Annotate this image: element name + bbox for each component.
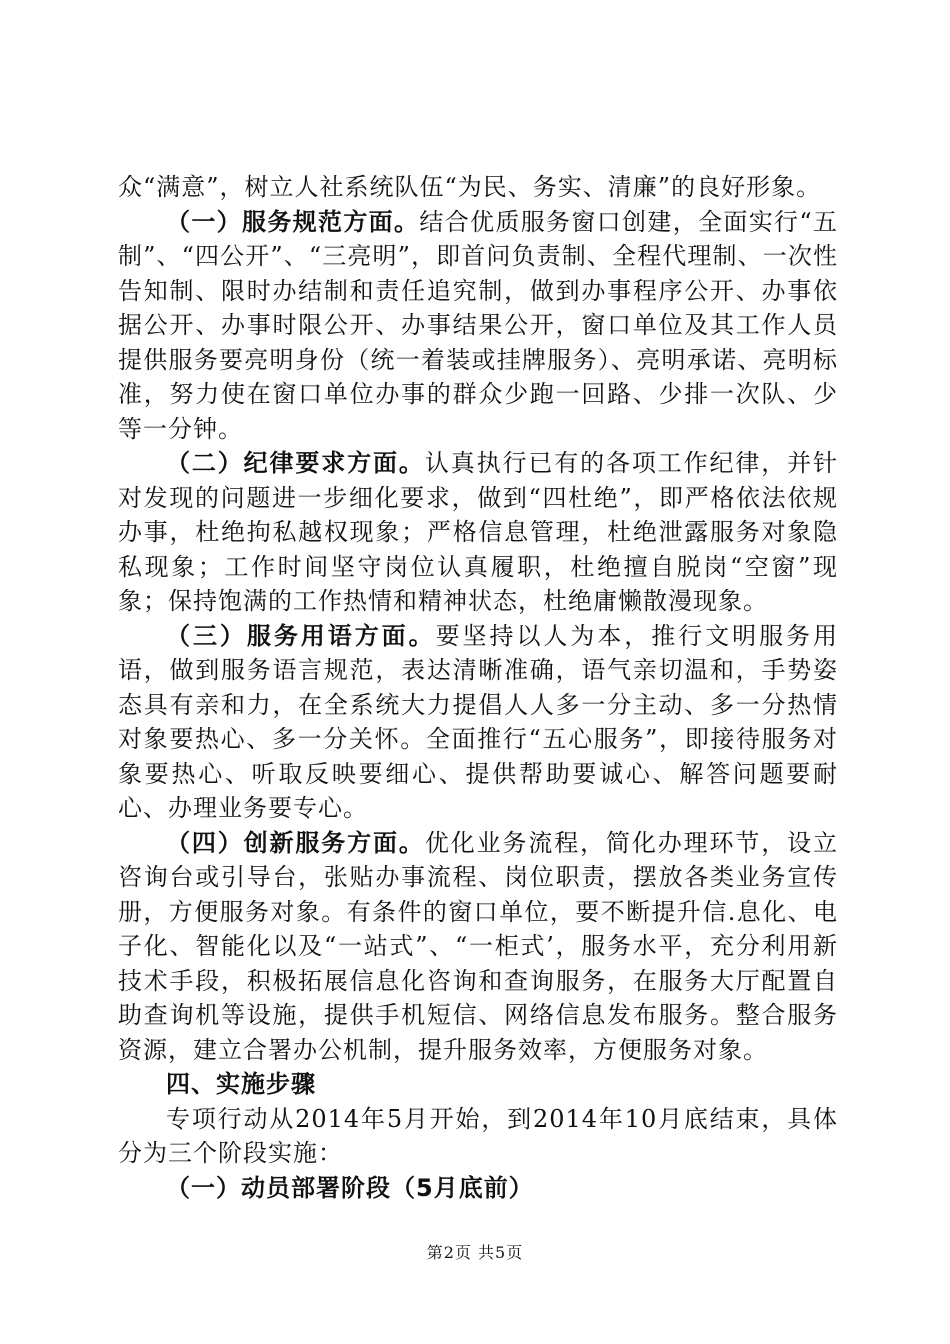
section-service-standards: [118, 205, 838, 447]
page-number-footer: 第2页 共5页: [426, 1243, 524, 1262]
section-heading: （二）纪律要求方面。: [166, 449, 425, 477]
section-service-language: [118, 619, 838, 826]
section-heading: （四）创新服务方面。: [166, 828, 425, 857]
section-body: 认真执行已有的各项工作纪律，并针对发现的问题进一步细化要求，做到“四杜绝”，即严格依法依规办事，杜绝拘私越权现象；严格信息管理，杜绝泄露服务对象隐私现象；工作时间坚守岗位认真履职，杜绝擅自脱岗“空窗”现象；保持饱满的工作热情和精神状态，杜绝庸懒散漫现象。: [118, 449, 839, 615]
part-heading: 四、实施步骤: [166, 1070, 316, 1098]
section-body: 优化业务流程，简化办理环节，设立咨询台或引导台，张贴办事流程、岗位职责，摆放各类业务宣传册，方便服务对象。有条件的窗口单位，要不断提升信.息化、电子化、智能化以及“一站式”、“一柜式’，服务水平，充分利用新技术手段，积极拓展信息化咨询和查询服务，在服务大厅配置自助查询机等设施，提供手机短信、网络信息发布服务。整合服务资源，建立合署办公机制，提升服务效率，方便服务对象。: [118, 828, 839, 1064]
section-innovation: [118, 826, 838, 1068]
part-intro: 专项行动从2014年5月开始，到2014年10月底结束，具体分为三个阶段实施：: [118, 1104, 838, 1167]
paragraph-continuation: 众“满意”，树立人社系统队伍“为民、务实、清廉”的良好形象。: [118, 173, 822, 201]
document-body: [118, 170, 838, 1205]
section-body: 要坚持以人为本，推行文明服务用语，做到服务语言规范，表达清晰准确，语气亲切温和，手势姿态具有亲和力，在全系统大力提倡人人多一分主动、多一分热情对象要热心、多一分关怀。全面推行“五心服务”，即接待服务对象要热心、听取反映要细心、提供帮助要诚心、解答问题要耐心、办理业务要专心。: [118, 621, 839, 822]
section-discipline: [118, 446, 838, 619]
step-heading: （一）动员部署阶段（5月底前）: [166, 1173, 534, 1202]
section-heading: （三）服务用语方面。: [166, 621, 436, 650]
section-body: 结合优质服务窗口创建，全面实行“五制”、“四公开”、“三亮明”，即首问负责制、全程代理制、一次性告知制、限时办结制和责任追究制，做到办事程序公开、办事依据公开、办事时限公开、办事结果公开，窗口单位及其工作人员提供服务要亮明身份（统一着装或挂牌服务）、亮明承诺、亮明标准，努力使在窗口单位办事的群众少跑一回路、少排一次队、少等一分钟。: [118, 207, 838, 443]
section-heading: （一）服务规范方面。: [166, 207, 420, 236]
